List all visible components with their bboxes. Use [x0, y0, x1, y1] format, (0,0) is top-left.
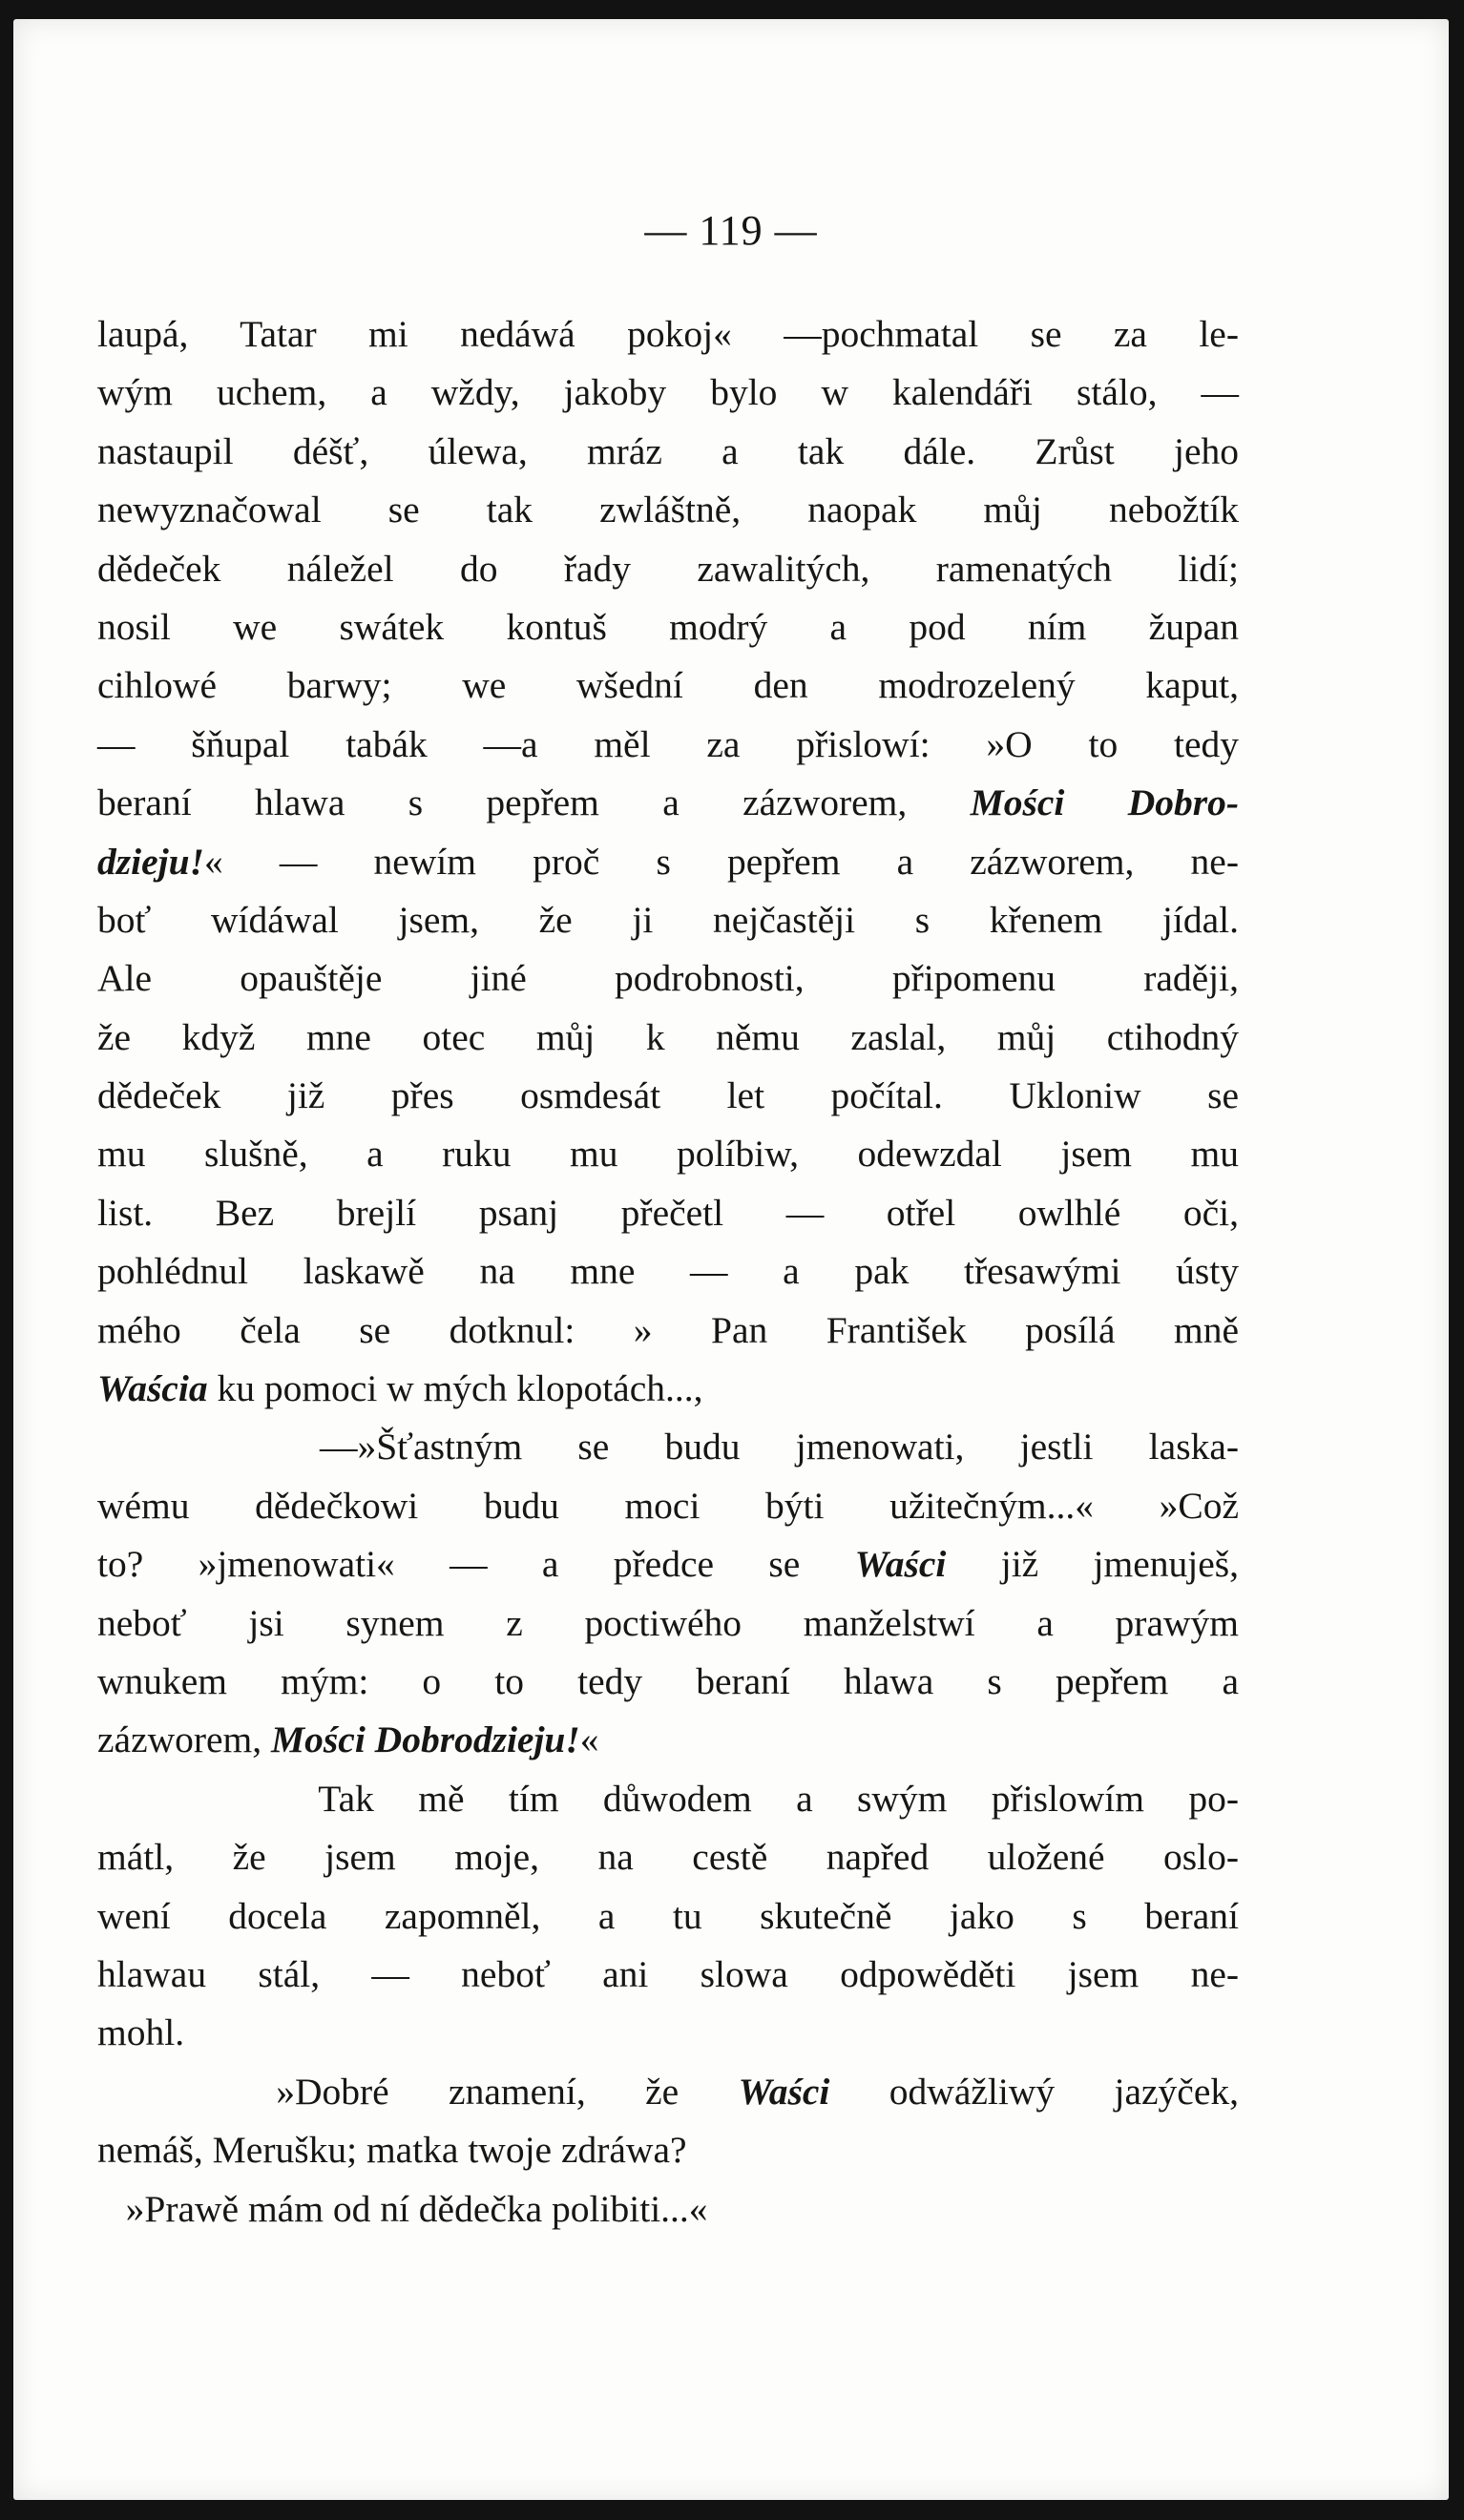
text-line: Ale opauštěje jiné podrobnosti, připomenu raději,	[97, 957, 1239, 1000]
text-line: boť wídáwal jsem, že ji nejčastěji s křenem jídal.	[97, 898, 1239, 941]
text-line: wému dědečkowi budu moci býti užitečným...« »Což	[97, 1484, 1239, 1527]
italic-phrase: Mości Dobrodzieju!	[271, 1718, 580, 1761]
italic-phrase: Mości Dobro-	[970, 781, 1239, 824]
text-line: wým uchem, a wždy, jakoby bylo w kalendáři stálo, —	[97, 371, 1239, 414]
text-line: zázworem, Mości Dobrodzieju!«	[97, 1718, 599, 1761]
text-line: beraní hlawa s pepřem a zázworem, Mości Dobro-	[97, 781, 1239, 824]
italic-phrase: dzieju!	[97, 840, 204, 883]
text-line: laupá, Tatar mi nedáwá pokoj« —pochmatal se za le-	[97, 313, 1239, 355]
text-line: wnukem mým: o to tedy beraní hlawa s pepřem a	[97, 1659, 1239, 1702]
text-line: mu slušně, a ruku mu políbiw, odewzdal jsem mu	[97, 1133, 1239, 1176]
text-line: cihlowé barwy; we wšední den modrozelený kaput,	[97, 664, 1239, 707]
text-line: pohlédnul laskawě na mne — a pak třesawými ústy	[97, 1250, 1239, 1293]
text-line: mohl.	[97, 2011, 185, 2054]
text-line: Waścia ku pomoci w mých klopotách...,	[97, 1367, 703, 1410]
text-line: mého čela se dotknul: » Pan František posílá mně	[97, 1308, 1239, 1351]
text-line: nemáš, Merušku; matka twoje zdráwa?	[97, 2129, 687, 2172]
text-line: list. Bez brejlí psanj přečetl — otřel owlhlé oči,	[97, 1191, 1239, 1234]
text-line: to? »jmenowati« — a předce se Waści již jmenuješ,	[97, 1543, 1239, 1586]
body-text	[97, 305, 1239, 2239]
text-line: — šňupal tabák —a měl za přislowí: »O to tedy	[97, 722, 1239, 765]
italic-phrase: Waścia	[97, 1367, 208, 1410]
text-line: dědeček již přes osmdesát let počítal. Ukloniw se	[97, 1074, 1239, 1117]
page-number: — 119 —	[644, 207, 818, 254]
text-line: neboť jsi synem z poctiwého manželstwí a prawým	[97, 1601, 1239, 1644]
text-line: wení docela zapomněl, a tu skutečně jako s beraní	[97, 1894, 1239, 1937]
text-line: mátl, že jsem moje, na cestě napřed uložené oslo-	[97, 1836, 1239, 1879]
italic-phrase: Waści	[854, 1543, 947, 1586]
text-line: dzieju!« — newím proč s pepřem a zázworem, ne-	[97, 840, 1239, 883]
text-line: že když mne otec můj k němu zaslal, můj ctihodný	[97, 1015, 1239, 1058]
text-line: nosil we swátek kontuš modrý a pod ním župan	[97, 605, 1239, 648]
text-line: dědeček náležel do řady zawalitých, ramenatých lidí;	[97, 547, 1239, 590]
text-line: newyznačowal se tak zwláštně, naopak můj nebožtík	[97, 489, 1239, 531]
text-line: »Prawě mám od ní dědečka polibiti...«	[97, 2187, 708, 2230]
text-line: Tak mě tím důwodem a swým přislowím po-	[97, 1777, 1239, 1820]
text-line: nastaupil déšť, úlewa, mráz a tak dále. Zrůst jeho	[97, 429, 1239, 472]
book-page	[13, 19, 1449, 2500]
italic-phrase: Waści	[738, 2070, 830, 2113]
text-line: »Dobré znamení, že Waści odwážliwý jazýček,	[97, 2070, 1239, 2113]
text-line: hlawau stál, — neboť ani slowa odpowěděti jsem ne-	[97, 1952, 1239, 1995]
text-line: —»Šťastným se budu jmenowati, jestli laska-	[97, 1426, 1239, 1468]
